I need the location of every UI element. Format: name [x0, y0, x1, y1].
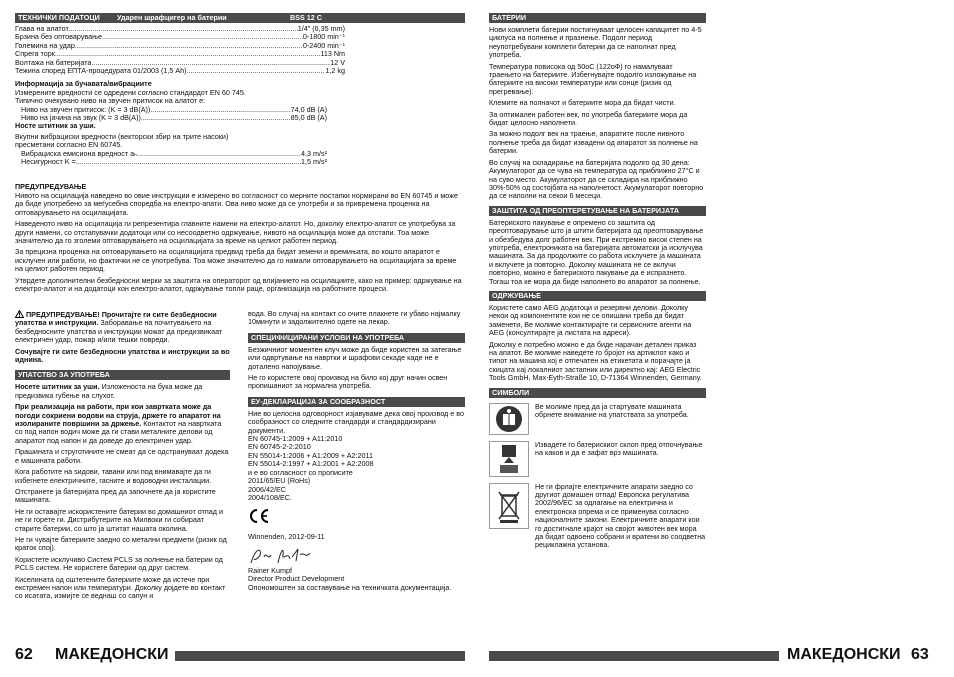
usage-header: УПАТСТВО ЗА УПОТРЕБА — [15, 370, 230, 380]
warning-triangle-icon — [15, 310, 24, 318]
technical-data-header: ТЕХНИЧКИ ПОДАТОЦИ Ударен шрафцигер на батерии BSS 12 C — [15, 13, 465, 23]
noise-info: Информација за бучавата/вибрациите Измерените вредности се одредени согласно стандардот EN 60 745. Типично очекувано ниво на звучен притисок на алатот е: Ниво на звучен притисок: (K = 3 dB(A)) ..... 74,0 dB (A) Ниво на јачина на звук (K = 3 dB(A)) ..... 85,0 dB (A) Носте штитник за уши. Вкупни вибрациски вредности (векторски збир на трите насоки) пресметани согласно EN 60745. Вибрациска емисиона вредност aₕ ..... 4,3 m/s² Несигурност K = ..... 1,5 m/s² — [15, 80, 327, 166]
right-column-a: БАТЕРИИ Нови комплети батерии постигнуваат целосен капацитет по 4-5 циклуса на полнење и празнење. Подолг период неупотребувани комплети батерии да се наполнат пред употреба. Температура повисока од 50оС (122оФ) го намалуваат траењето на батериите. Избегнувајте подолго изложување на батериите на високи температури или сонце (ризик од прегревање). Клемите на полначот и батериите мора да бидат чисти. За оптимален работен век, по употреба батериите мора да бидат целосно наполнети. За можно подолг век на траење, апаратите после нивното полнење треба да бидат извадени од апаратот за полнење на батерии. Во случај на складирање на батеријата подолго од 30 дена: Акумулаторот да се чува на температура од приближно 27°C и на суво место. Акумулаторот да се складира на приближно 30%-50% од состојбата на наполнетост. Акумулаторот повторно да се наполни на секои 6 месеци. ЗАШТИТА ОД ПРЕОПТЕРЕТУВАЊЕ НА БАТЕРИЈАТА Батериското пакување е опремено со заштита од преоптоварување што ја штити батеријата од преоптоварување и обезбедува долг работен век. При екстремно висок степен на употреба, електрониката на батеријата автоматски ја исклучува машината. За да продолжите со работа исклучете ја машината и вклучете ја повторно. Доколку машината не се вклучи повторно, можно е батериското пакување да е испразнето. Тогаш тоа ке мора да биде наполнето во апаратот за полнење. ОДРЖУВАЊЕ Користете само AEG додатоци и резервни делови. Доколку некои од компонентите кои не се опишани треба да бидат заменети, Ве молиме контактирајте ги сервисните агенти на AEG (консултирајте ја листата на адреси). Доколку е потребно можно е да биде нарачан детален приказ на апатот. Ве молиме наведете го бројот на артиклот како и типот на машина кој е отпечатен на етикетата и порачајте ја скицата кај локалниот застапник или директно кај: AEG Electric Tools GmbH, Max-Eyth-Straße 10, D-71364 Winnenden, Germany. СИМБОЛИ Ве молиме пред да ја стартувате машината обрнете внимание на упатствата за употреба. Извадете го батерискиот склоп пред отпочнување на каков и да е зафат врз машината. Не ги фрлајте електричните апарати заедно со другиот домашен отпад! Европска регулатива 2002/96/EC за одлагање на електрична и електронска опрема и се применува согласно националните закони. Електричните апарати кои го достигнале крајот на својот животен век мора да бидат одвоено собрани и вратени во соодветна рециклажна установа. — [489, 13, 706, 550]
footer-bar — [175, 651, 465, 661]
symbol-row: Ве молиме пред да ја стартувате машината обрнете внимание на упатствата за употреба. — [489, 403, 706, 435]
vibration-row: Вибрациска емисиона вредност aₕ ..... 4,3 m/s² — [15, 150, 327, 158]
conditions-header: СПЕЦИФИЦИРАНИ УСЛОВИ НА УПОТРЕБА — [248, 333, 465, 343]
overload-header: ЗАШТИТА ОД ПРЕОПТЕРЕТУВАЊЕ НА БАТЕРИЈАТА — [489, 206, 706, 216]
signature-icon — [248, 545, 465, 567]
weee-bin-icon — [489, 483, 529, 529]
page-number: 62 — [15, 646, 33, 663]
maintenance-header: ОДРЖУВАЊЕ — [489, 291, 706, 301]
symbol-row: Не ги фрлајте електричните апарати заедно со другиот домашен отпад! Европска регулатива 2002/96/EC за одлагање на електрична и електронска опрема и се применува согласно националните закони. Електричните апарати кои го достигнале крајот на својот животен век мора да бидат одвоено собрани и вратени во соодветна рециклажна установа. — [489, 483, 706, 550]
spec-row: Глава на алатот ..... 1/4" (6,35 mm) — [15, 25, 345, 33]
symbols-header: СИМБОЛИ — [489, 388, 706, 398]
left-column-a: ПРЕДУПРЕДУВАЊЕ! Прочитајте ги сите безбедносни упатства и инструкции. Заборавање на почитувањето на безбедносните упатства и инструкции можат да предизвикаат електричен удар, пожар и/или тешки повреди. Сочувајте ги сите безбедносни упатства и инструкции за во иднина. УПАТСТВО ЗА УПОТРЕБА Носете штитник за уши. Изложеноста на бука може да предизвика губење на слухот. При реализација на работи, при кои завртката може да погоди сокриени водови на струја, држете го апаратот на изолираните површини за држење. Контактот на навртката со под напон водич може да ги стави металните делови од апаратот под напон и да доведе до електричен удар. Прашината и струготините не смеат да се одстрануваат додека е машината работи. Кога работите на ѕидови, тавани или под внимавајте да ги избегнете електричните, гасните и водоводни инсталации. Отстранете ја батеријата пред да започнете да ја користите машината. Не ги оставајте искористените батерии во домашниот отпад и не ги горете ги. Дистрибутерите на Милвоки ги собираат старите батерии, со што ја штитат нашата околина. Не ги чувајте батериите заедно со метални предмети (ризик од краток спој). Користете исклучиво Систем PCLS за полнење на батерии од PCLS систем. Не користете батерии од друг систем. Киселината од оштетените батериите може да истече при екстремен напон или температури. Доколку дојдете во контакт со исатата, измијте се веднаш со сапун и — [15, 310, 230, 601]
read-manual-icon — [489, 403, 529, 435]
declaration-header: ЕУ-ДЕКЛАРАЦИЈА ЗА СООБРАЗНОСТ — [248, 397, 465, 407]
right-page — [489, 13, 939, 556]
safety-warning: ПРЕДУПРЕДУВАЊЕ! Прочитајте ги сите безбедносни упатства и инструкции. Заборавање на почитувањето на безбедносните упатства и инструкции можат да предизвикаат електричен удар, пожар и/или тешки повреди. — [15, 310, 223, 345]
right-footer — [489, 648, 939, 662]
vibration-row: Несигурност K = ..... 1,5 m/s² — [15, 158, 327, 166]
spec-row: Брзина без оптоварување ..... 0-1800 min⁻¹ — [15, 33, 345, 41]
remove-battery-icon — [489, 441, 529, 477]
spec-row: Спрега торк ..... 113 Nm — [15, 50, 345, 58]
left-page-top — [15, 13, 465, 296]
spec-row: Големина на удар ..... 0-2400 min⁻¹ — [15, 42, 345, 50]
noise-row: Ниво на јачина на звук (K = 3 dB(A)) ..... 85,0 dB (A) — [15, 114, 327, 122]
noise-row: Ниво на звучен притисок: (K = 3 dB(A)) ..... 74,0 dB (A) — [15, 106, 327, 114]
left-footer — [15, 648, 465, 662]
spec-list — [15, 25, 345, 75]
symbol-row: Извадете го батерискиот склоп пред отпочнување на каков и да е зафат врз машината. — [489, 441, 706, 477]
spec-row: Волтажа на батеријата ..... 12 V — [15, 59, 345, 67]
spec-row: Тежина според ЕПТА-процедурата 01/2003 (1,5 Ah) ..... 1,2 kg — [15, 67, 345, 75]
language-label: МАКЕДОНСКИ — [55, 646, 169, 663]
ce-mark-icon — [248, 508, 465, 529]
batteries-header: БАТЕРИИ — [489, 13, 706, 23]
left-column-b: вода. Во случај на контакт со очите плакнете ги убаво најмалку 10минути и задолжително одете на лекар. СПЕЦИФИЦИРАНИ УСЛОВИ НА УПОТРЕБА Безжичниот моментен клуч може да биде користен за затегање или одвртување на навртки и шрафови секаде каде не е доталено напојување. Не го користете овој производ на било кој друг начин освен пропишаниот за нормална употреба. ЕУ-ДЕКЛАРАЦИЈА ЗА СООБРАЗНОСТ Ние во целосна одговорност изјавуваме дека овој производ е во сообразност со следните стандарди и стандардизирани документи. EN 60745-1:2009 + A11:2010 EN 60745-2-2:2010 EN 55014-1:2006 + A1:2009 + A2:2011 EN 55014-2:1997 + A1:2001 + A2:2008 и е во согласност со прописите 2011/65/EU (RoHs) 2006/42/EC 2004/108/EC. Winnenden, 2012-09-11 Rainer Kumpf Director Product Development Опономоштен за составување на техничката документација. — [248, 309, 464, 592]
language-label: МАКЕДОНСКИ — [787, 646, 901, 663]
footer-bar — [489, 651, 779, 661]
warning-section: ПРЕДУПРЕДУВАЊЕ Нивото на осцилација наведено во овие инструкции е измерено во согласност со мерните постапки нормирани во EN 60745 и може да биде употребено за меѓусебна споредба на електро-апати. Ова ниво може да се употреби и за привремена проценка на оптоварувањето на осцилацијата. Наведеното ниво на осцилација ги репрезентира главните намени на електро-алатот. Но, доколку електро-алатот се употребува за други намени, со отстапувачки додатоци или со несоодветно одржување, нивото на осцилација може да отстапи. Тоа може значително да го зголеми оптоварувањето на осцилацијата за време на целиот работен период. За прецизна проценка на оптоварувањето на осцилацијата предвид треба да бидат земени и времињата, во кошто апаратот е исклучен или работи, но фактички не се употребува. Тоа може значително да го намали оптоварувањето на осцилацијата за време на целиот работен период. Утврдете дополнителни безбедносни мерки за заштита на операторот од влијанието на осцилациите, како на пример: одржување на електро-алатот и на додатоци кон електро-алатот, одржување топли раце, организација на работните процеси. — [15, 181, 462, 293]
page-number: 63 — [911, 646, 929, 663]
